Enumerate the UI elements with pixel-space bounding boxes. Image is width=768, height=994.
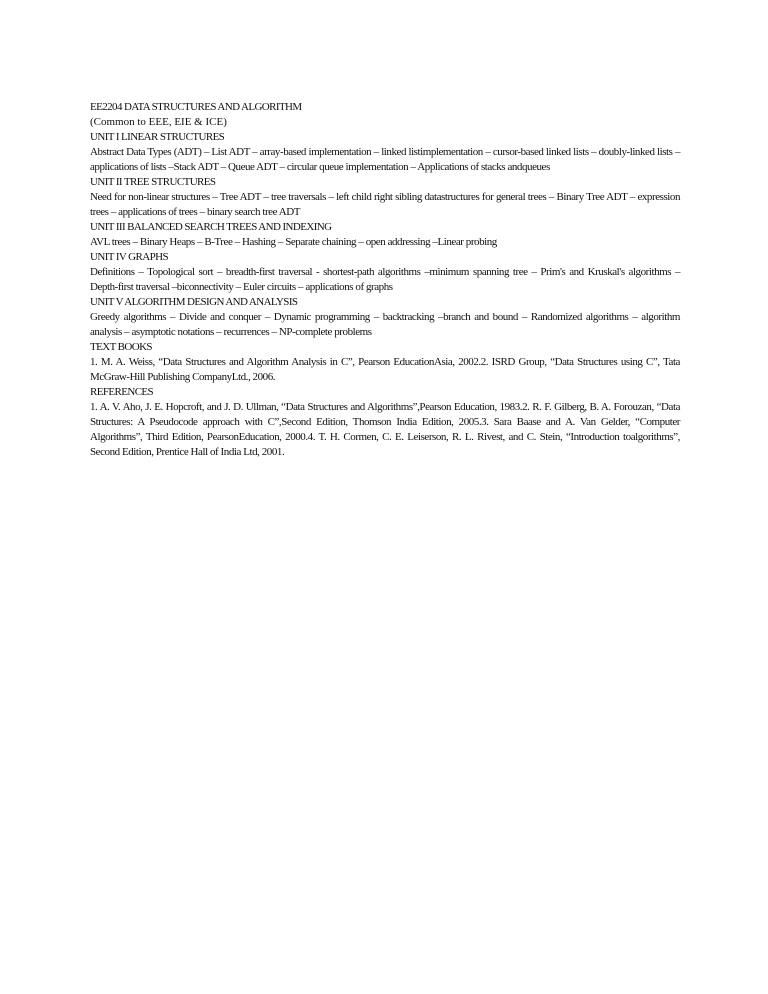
unit-1-content: Abstract Data Types (ADT) – List ADT – array-based implementation – linked listimplementation – cursor-based linked lists – doubly-linked lists – applications of lists –Stack ADT – Queue ADT – circular queue implementation – Applications of stacks andqueues [90,146,680,173]
textbooks-heading: TEXT BOOKS [90,341,152,353]
references-content: 1. A. V. Aho, J. E. Hopcroft, and J. D. Ullman, “Data Structures and Algorithms”,Pearson Education, 1983.2. R. F. Gilberg, B. A. Forouzan, “Data Structures: A Pseudocode approach with C”,Second Edition, Thomson India Edition, 2005.3. Sara Baase and A. Van Gelder, “Computer Algorithms”, Third Edition, PearsonEducation, 2000.4. T. H. Cormen, C. E. Leiserson, R. L. Rivest, and C. Stein, “Introduction toalgorithms”, Second Edition, Prentice Hall of India Ltd, 2001. [90,401,680,458]
textbooks-content: 1. M. A. Weiss, “Data Structures and Algorithm Analysis in C”, Pearson EducationAsia, 2002.2. ISRD Group, “Data Structures using C”, Tata McGraw-Hill Publishing CompanyLtd., 2006. [90,356,680,383]
syllabus-document [90,100,680,460]
unit-2-heading: UNIT II TREE STRUCTURES [90,176,216,188]
unit-4-heading: UNIT IV GRAPHS [90,251,168,263]
course-subtitle: (Common to EEE, EIE & ICE) [90,116,227,128]
unit-1-heading: UNIT I LINEAR STRUCTURES [90,131,225,143]
unit-2-content: Need for non-linear structures – Tree ADT – tree traversals – left child right sibling datastructures for general trees – Binary Tree ADT – expression trees – applications of trees – binary search tree ADT [90,191,680,218]
unit-3-heading: UNIT III BALANCED SEARCH TREES AND INDEXING [90,221,332,233]
unit-5-heading: UNIT V ALGORITHM DESIGN AND ANALYSIS [90,296,298,308]
unit-5-content: Greedy algorithms – Divide and conquer – Dynamic programming – backtracking –branch and bound – Randomized algorithms – algorithm analysis – asymptotic notations – recurrences – NP-complete problems [90,311,680,338]
references-heading: REFERENCES [90,386,154,398]
unit-3-content: AVL trees – Binary Heaps – B-Tree – Hashing – Separate chaining – open addressing –Linear probing [90,236,497,248]
unit-4-content: Definitions – Topological sort – breadth-first traversal - shortest-path algorithms –minimum spanning tree – Prim's and Kruskal's algorithms – Depth-first traversal –biconnectivity – Euler circuits – applications of graphs [90,266,680,293]
course-title: EE2204 DATA STRUCTURES AND ALGORITHM [90,101,302,113]
